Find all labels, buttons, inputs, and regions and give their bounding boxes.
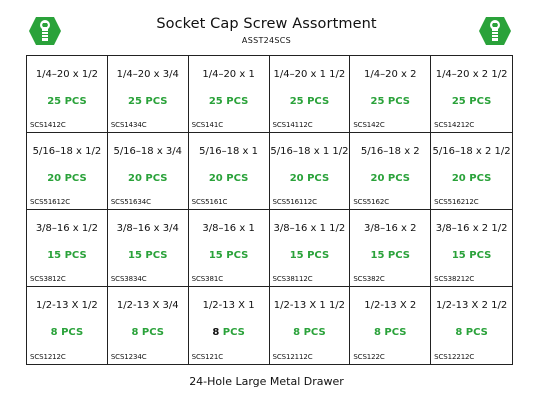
quantity-label: 25 PCS	[47, 96, 87, 107]
quantity-label: 25 PCS	[128, 96, 168, 107]
screw-size: 1/2-13 X 1 1/2	[273, 300, 346, 311]
drawer-cell	[431, 133, 512, 210]
part-code: SCS3834C	[110, 275, 147, 283]
drawer-cell	[270, 133, 351, 210]
drawer-cell	[431, 210, 512, 287]
part-code: SCS12112C	[272, 353, 313, 361]
screw-size: 5/16–18 x 3/4	[113, 146, 183, 157]
screw-size: 3/8–16 x 1 1/2	[273, 223, 346, 234]
part-code: SCS5162C	[353, 198, 390, 206]
drawer-cell	[108, 56, 189, 133]
drawer-cell	[189, 210, 270, 287]
drawer-cell	[270, 56, 351, 133]
quantity-number: 8	[212, 327, 220, 338]
quantity-label: 25 PCS	[451, 96, 492, 107]
part-code: SCS142C	[353, 121, 385, 129]
screw-size: 1/4–20 x 1	[202, 69, 255, 80]
screw-size: 1/2-13 X 3/4	[116, 300, 179, 311]
part-code: SCS516112C	[272, 198, 317, 206]
drawer-cell	[27, 133, 108, 210]
quantity-label: 8 PCS	[373, 327, 407, 338]
quantity-label: 8 PCS	[293, 327, 326, 338]
screw-size: 1/4–20 x 2 1/2	[435, 69, 508, 80]
part-code: SCS141C	[191, 121, 223, 129]
screw-size: 3/8–16 x 1	[202, 223, 255, 234]
quantity-label: 20 PCS	[451, 173, 492, 184]
screw-size: 5/16–18 x 1 1/2	[270, 146, 349, 157]
screw-size: 5/16–18 x 1	[199, 146, 258, 157]
drawer-cell	[27, 287, 108, 364]
screw-size: 3/8–16 x 3/4	[116, 223, 179, 234]
screw-size: 5/16–18 x 2	[360, 146, 420, 157]
quantity-label: 20 PCS	[47, 173, 87, 184]
quantity-label: 20 PCS	[128, 173, 168, 184]
part-code: SCS1412C	[30, 121, 66, 129]
part-code: SCS38112C	[272, 275, 313, 283]
screw-size: 3/8–16 x 1/2	[35, 223, 98, 234]
part-code: SCS38212C	[434, 275, 475, 283]
part-code: SCS51634C	[110, 198, 151, 206]
part-number: ASST24SCS	[241, 36, 292, 45]
drawer-cell	[27, 56, 108, 133]
part-code: SCS382C	[353, 275, 385, 283]
quantity-label: 25 PCS	[370, 96, 410, 107]
quantity-label: 8 PCS	[131, 327, 164, 338]
quantity-label: 20 PCS	[208, 173, 249, 184]
page-title: Socket Cap Screw Assortment	[156, 16, 377, 32]
drawer-cell	[431, 56, 512, 133]
screw-size: 1/4–20 x 2	[364, 69, 417, 80]
part-code: SCS5161C	[191, 198, 228, 206]
screw-size: 1/4–20 x 3/4	[116, 69, 179, 80]
quantity-label: 15 PCS	[289, 250, 330, 261]
quantity-label: 15 PCS	[47, 250, 87, 261]
part-code: SCS3812C	[30, 275, 66, 283]
quantity-label: 20 PCS	[370, 173, 410, 184]
drawer-cell	[108, 133, 189, 210]
drawer-cell	[27, 210, 108, 287]
screw-size: 1/2-13 X 1	[202, 300, 255, 311]
quantity-label: 25 PCS	[289, 96, 330, 107]
screw-size: 1/4–20 x 1/2	[35, 69, 98, 80]
part-code: SCS1212C	[30, 353, 66, 361]
screw-size: 1/2-13 X 2	[364, 300, 417, 311]
part-code: SCS14112C	[272, 121, 313, 129]
quantity-label: 8 PCS	[455, 327, 488, 338]
part-code: SCS51612C	[30, 198, 71, 206]
quantity-label: 8 PCS	[50, 327, 84, 338]
part-code: SCS1234C	[110, 353, 147, 361]
part-code: SCS14212C	[434, 121, 475, 129]
drawer-cell	[189, 133, 270, 210]
drawer-cell	[350, 56, 431, 133]
quantity-label: 15 PCS	[451, 250, 492, 261]
drawer-cell	[431, 287, 512, 364]
quantity-label	[189, 327, 269, 338]
drawer-cell	[189, 56, 270, 133]
screw-size: 3/8–16 x 2 1/2	[435, 223, 508, 234]
part-code: SCS1434C	[110, 121, 147, 129]
drawer-cell	[108, 210, 189, 287]
screw-size: 1/2-13 X 1/2	[36, 300, 98, 311]
quantity-label: 15 PCS	[208, 250, 249, 261]
quantity-unit: PCS	[222, 327, 245, 338]
part-code: SCS516212C	[434, 198, 479, 206]
drawer-description: 24-Hole Large Metal Drawer	[189, 375, 344, 388]
drawer-cell	[350, 287, 431, 364]
screw-size: 5/16–18 x 1/2	[32, 146, 102, 157]
part-code: SCS12212C	[434, 353, 475, 361]
part-code: SCS121C	[191, 353, 223, 361]
drawer-cell	[189, 287, 270, 364]
screw-size: 3/8–16 x 2	[364, 223, 417, 234]
quantity-label: 15 PCS	[128, 250, 168, 261]
part-code: SCS122C	[353, 353, 385, 361]
drawer-grid	[26, 55, 513, 365]
drawer-cell	[108, 287, 189, 364]
quantity-label: 25 PCS	[208, 96, 249, 107]
drawer-cell	[270, 210, 351, 287]
part-code: SCS381C	[191, 275, 223, 283]
quantity-label: 15 PCS	[370, 250, 410, 261]
screw-size: 5/16–18 x 2 1/2	[432, 146, 511, 157]
drawer-cell	[350, 210, 431, 287]
screw-size: 1/4–20 x 1 1/2	[273, 69, 346, 80]
quantity-label: 20 PCS	[289, 173, 330, 184]
drawer-cell	[350, 133, 431, 210]
screw-size: 1/2-13 X 2 1/2	[435, 300, 508, 311]
drawer-cell	[270, 287, 351, 364]
